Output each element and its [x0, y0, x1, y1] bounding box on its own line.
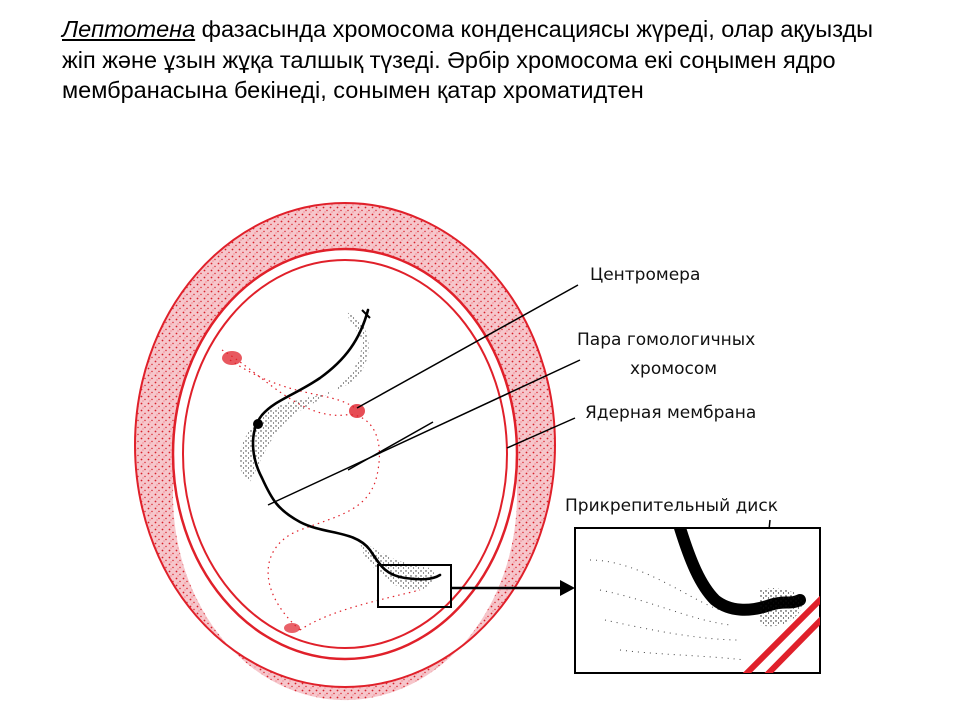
leptotene-term: Лептотена	[62, 16, 196, 42]
centromere-dot	[253, 419, 263, 429]
nuclear-membrane	[173, 249, 517, 659]
paragraph-body: фазасында хромосома конденсациясы жүреді, олар ақуызды жіп және ұзын жұқа талшық түзеді. Әрбір хромосома екі соңымен ядро мембранасына бекінеді, сонымен қатар хроматидтен	[62, 16, 874, 103]
label-nuclear-membrane: Ядерная мембрана	[585, 403, 757, 423]
label-attachment-disk: Прикрепительный диск	[565, 496, 778, 516]
label-homolog-pair-line1: Пара гомологичных	[577, 330, 756, 350]
label-centromere: Центромера	[590, 265, 701, 285]
inset-detail	[575, 528, 860, 690]
arrow-head	[560, 580, 575, 596]
label-homolog-pair-line2: хромосом	[630, 359, 718, 379]
diagram-labels	[565, 265, 778, 516]
